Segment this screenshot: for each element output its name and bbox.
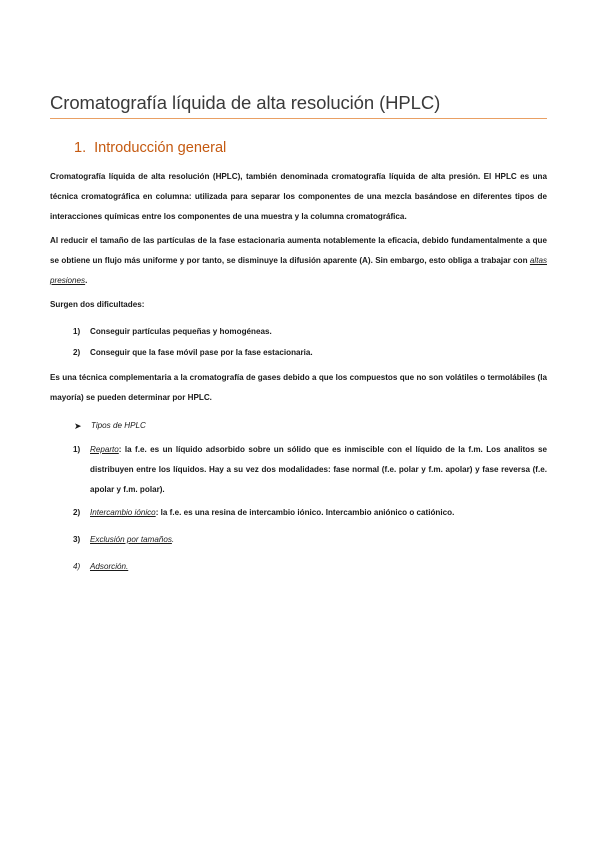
type-number: 2) [73,508,81,517]
type-term-exclusion[interactable]: Exclusión por tamaños [90,535,172,544]
section-heading [74,140,226,156]
paragraph-complementary: Es una técnica complementaria a la cromatografía de gases debido a que los compuestos que no son volátiles o termolábiles (la mayoría) se pueden determinar por HPLC. [50,373,547,402]
type-term-intercambio[interactable]: Intercambio iónico [90,508,156,517]
type-term-adsorcion[interactable]: Adsorción. [90,562,129,571]
type-body [90,503,547,523]
list-item-number: 1) [73,327,81,336]
type-number: 4) [73,562,81,571]
type-item-reparto [73,440,547,500]
title-underline-rule [50,118,547,119]
type-item-intercambio [73,503,547,523]
type-body [90,440,547,500]
type-item-adsorcion [73,557,547,577]
bullet-text: Tipos de HPLC [91,421,146,430]
list-item-text: Conseguir partículas pequeñas y homogéneas. [90,327,272,336]
type-term-reparto[interactable]: Reparto [90,445,119,454]
list-item-number: 2) [73,348,81,357]
paragraph-intro: Cromatografía líquida de alta resolución (HPLC), también denominada cromatografía líquida de alta presión. El HPLC es una técnica cromatográfica en columna: utilizada para separar los componentes de una mezcla basándose en diferentes tipos de interacciones químicas entre los componentes de una muestra y la columna cromatográfica. [50,172,547,221]
list-item-text: Conseguir que la fase móvil pase por la fase estacionaria. [90,348,313,357]
type-text: : la f.e. es una resina de intercambio iónico. Intercambio aniónico o catiónico. [155,508,455,517]
paragraph-particles [50,231,547,291]
type-number: 1) [73,445,81,454]
type-body [90,530,547,550]
section-title: Introducción general [94,140,227,156]
document-title: Cromatografía líquida de alta resolución (HPLC) [50,92,441,113]
altas-presiones-link[interactable]: altas presiones [50,256,547,285]
paragraph-particles-text: Al reducir el tamaño de las partículas de la fase estacionaria aumenta notablemente la eficacia, debido fundamentalmente a que se obtiene un flujo más uniforme y por tanto, se disminuye la difusión aparente (A). Sin embargo, esto obliga a trabajar con [50,236,547,265]
arrow-bullet-icon: ➤ [74,421,82,431]
type-text: : la f.e. es un líquido adsorbido sobre un sólido que es inmiscible con el líquido de la f.m. Los analitos se distribuyen entre los líquidos. Hay a su vez dos modalidades: fase normal (f.e. polar y f.m. apolar) y fase reversa (f.e. apolar y f.m. polar). [90,445,547,494]
paragraph-difficulties: Surgen dos dificultades: [50,300,145,309]
section-number: 1. [74,140,87,156]
type-text: . [171,535,175,544]
type-item-exclusion [73,530,547,550]
type-body [90,557,547,577]
type-number: 3) [73,535,81,544]
paragraph-particles-end: . [85,276,88,285]
